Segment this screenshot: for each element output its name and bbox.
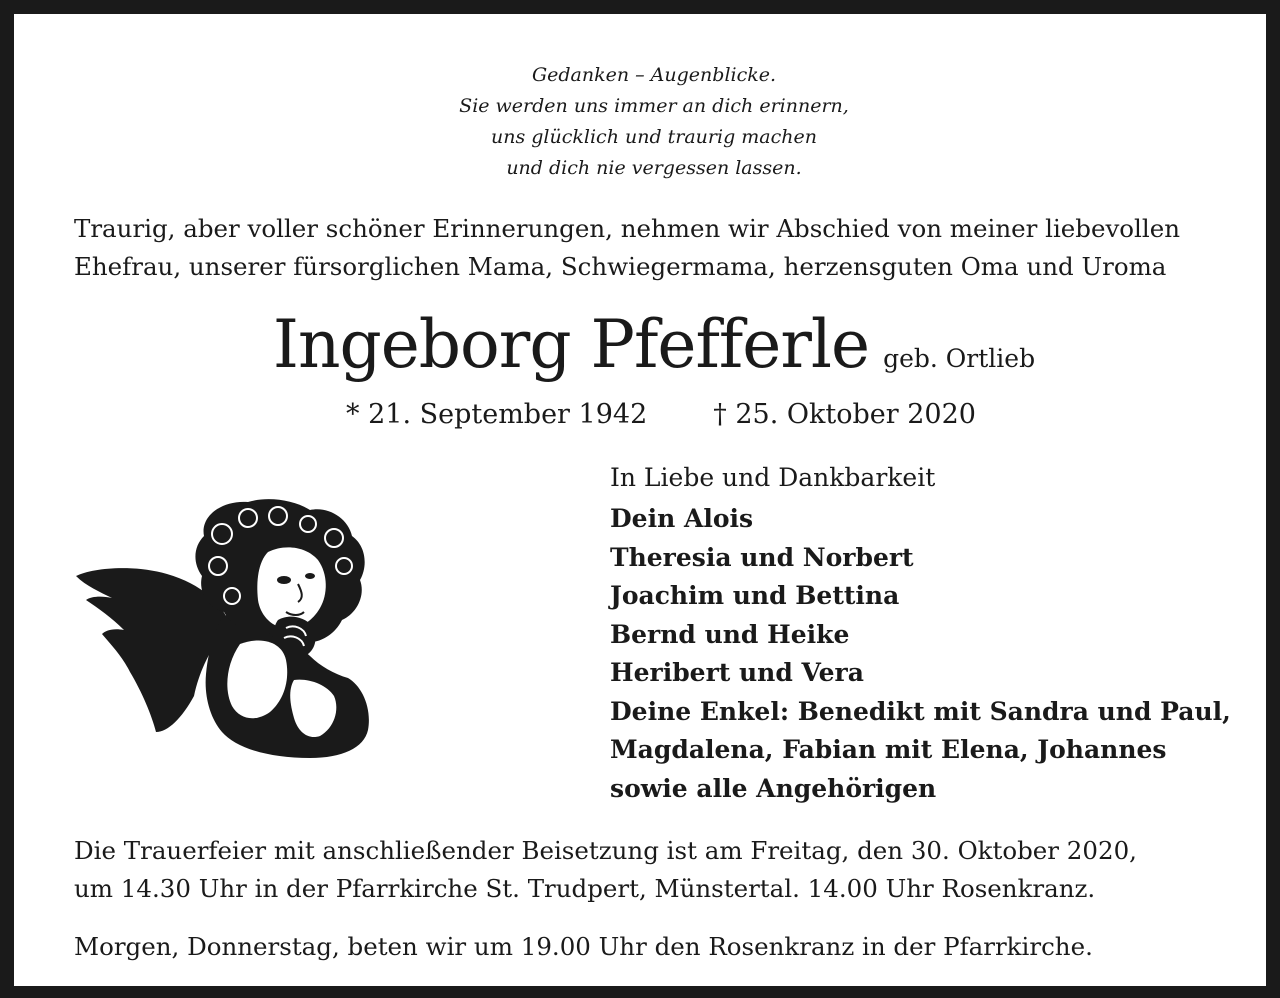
- poem: [14, 60, 1280, 184]
- family-names: [610, 500, 1250, 808]
- intro-line: Ehefrau, unserer fürsorglichen Mama, Schwiegermama, herzensguten Oma und Uroma: [74, 252, 1167, 281]
- intro-line: Traurig, aber voller schöner Erinnerungen, nehmen wir Abschied von meiner liebevollen: [74, 214, 1181, 243]
- family-name-line: Joachim und Bettina: [610, 581, 900, 610]
- deceased-name-row: [14, 302, 1280, 388]
- service-line: um 14.30 Uhr in der Pfarrkirche St. Trudpert, Münstertal. 14.00 Uhr Rosenkranz.: [74, 874, 1096, 903]
- service-line: Die Trauerfeier mit anschließender Beisetzung ist am Freitag, den 30. Oktober 2020,: [74, 836, 1137, 865]
- family-intro: In Liebe und Dankbarkeit: [610, 463, 936, 492]
- deceased-name: Ingeborg Pfefferle: [272, 306, 870, 383]
- poem-line: Gedanken – Augenblicke.: [531, 64, 777, 86]
- intro-text: [74, 210, 1244, 286]
- family-block: [610, 460, 1250, 808]
- family-name-line: Heribert und Vera: [610, 658, 864, 687]
- family-name-line: Theresia und Norbert: [610, 542, 914, 572]
- family-name-line: Bernd und Heike: [610, 619, 850, 649]
- life-dates: [346, 396, 976, 434]
- prayer-notice: Morgen, Donnerstag, beten wir um 19.00 Uhr den Rosenkranz in der Pfarrkirche.: [74, 932, 1093, 961]
- poem-line: Sie werden uns immer an dich erinnern,: [459, 95, 849, 117]
- family-name-line: Magdalena, Fabian mit Elena, Johannes: [610, 735, 1167, 764]
- death-date: † 25. Oktober 2020: [713, 399, 976, 430]
- family-name-line: Deine Enkel: Benedikt mit Sandra und Paul,: [610, 696, 1231, 726]
- cherub-illustration: [72, 496, 378, 762]
- birth-name: geb. Ortlieb: [883, 344, 1036, 373]
- family-name-line: Dein Alois: [610, 504, 754, 533]
- family-name-line: sowie alle Angehörigen: [610, 773, 937, 803]
- service-details: [74, 832, 1236, 908]
- poem-line: und dich nie vergessen lassen.: [506, 157, 802, 179]
- birth-date: * 21. September 1942: [346, 399, 648, 430]
- poem-line: uns glücklich und traurig machen: [491, 126, 817, 148]
